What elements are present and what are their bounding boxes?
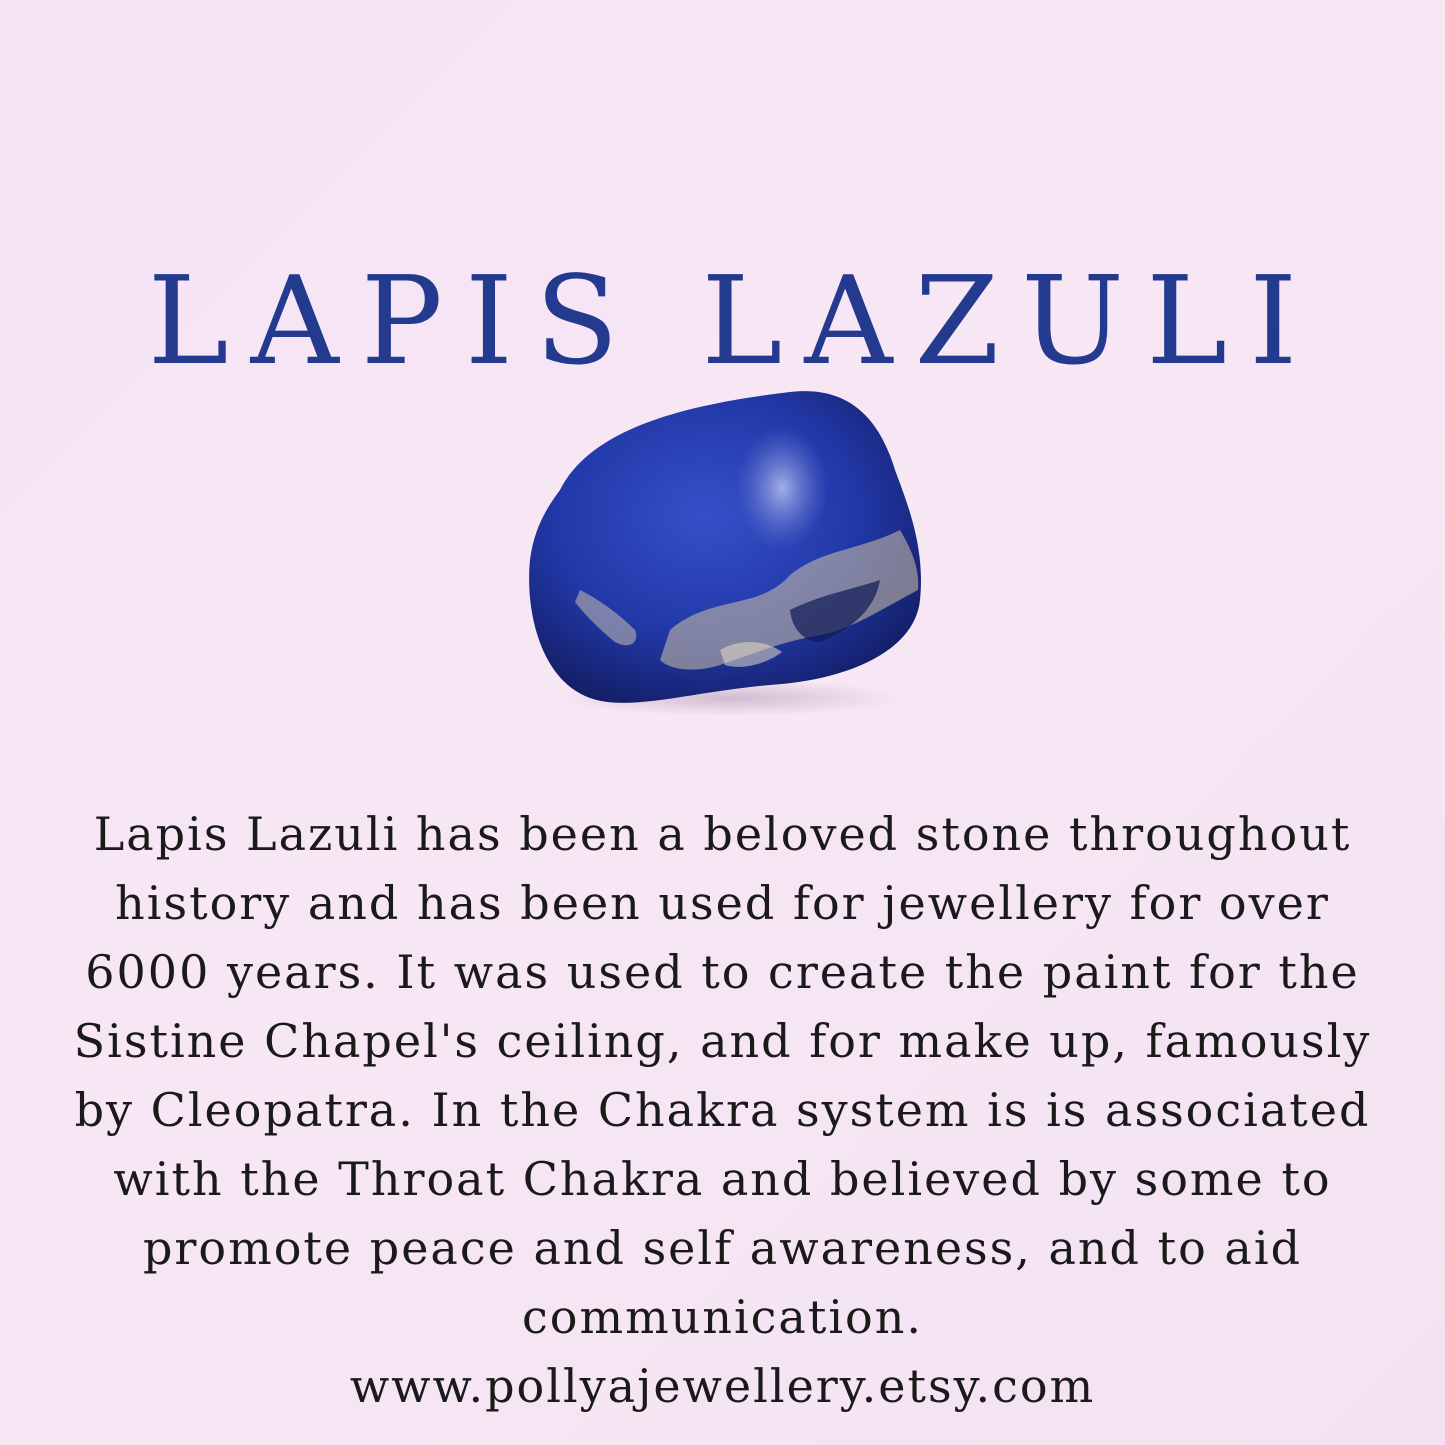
lapis-lazuli-stone-image	[520, 380, 930, 720]
page-title: LAPIS LAZULI	[147, 249, 1320, 392]
website-link[interactable]: www.pollyajewellery.etsy.com	[349, 1359, 1096, 1413]
description-text: Lapis Lazuli has been a beloved stone throughout history and has been used for jewellery for over 6000 years. It was used to create the paint for the Sistine Chapel's ceiling, and for make up, famously by Cleopatra. In the Chakra system is is associated with the Throat Chakra and believed by some to promote peace and self awareness, and to aid communication.	[73, 807, 1372, 1344]
stone-description	[60, 800, 1385, 1421]
